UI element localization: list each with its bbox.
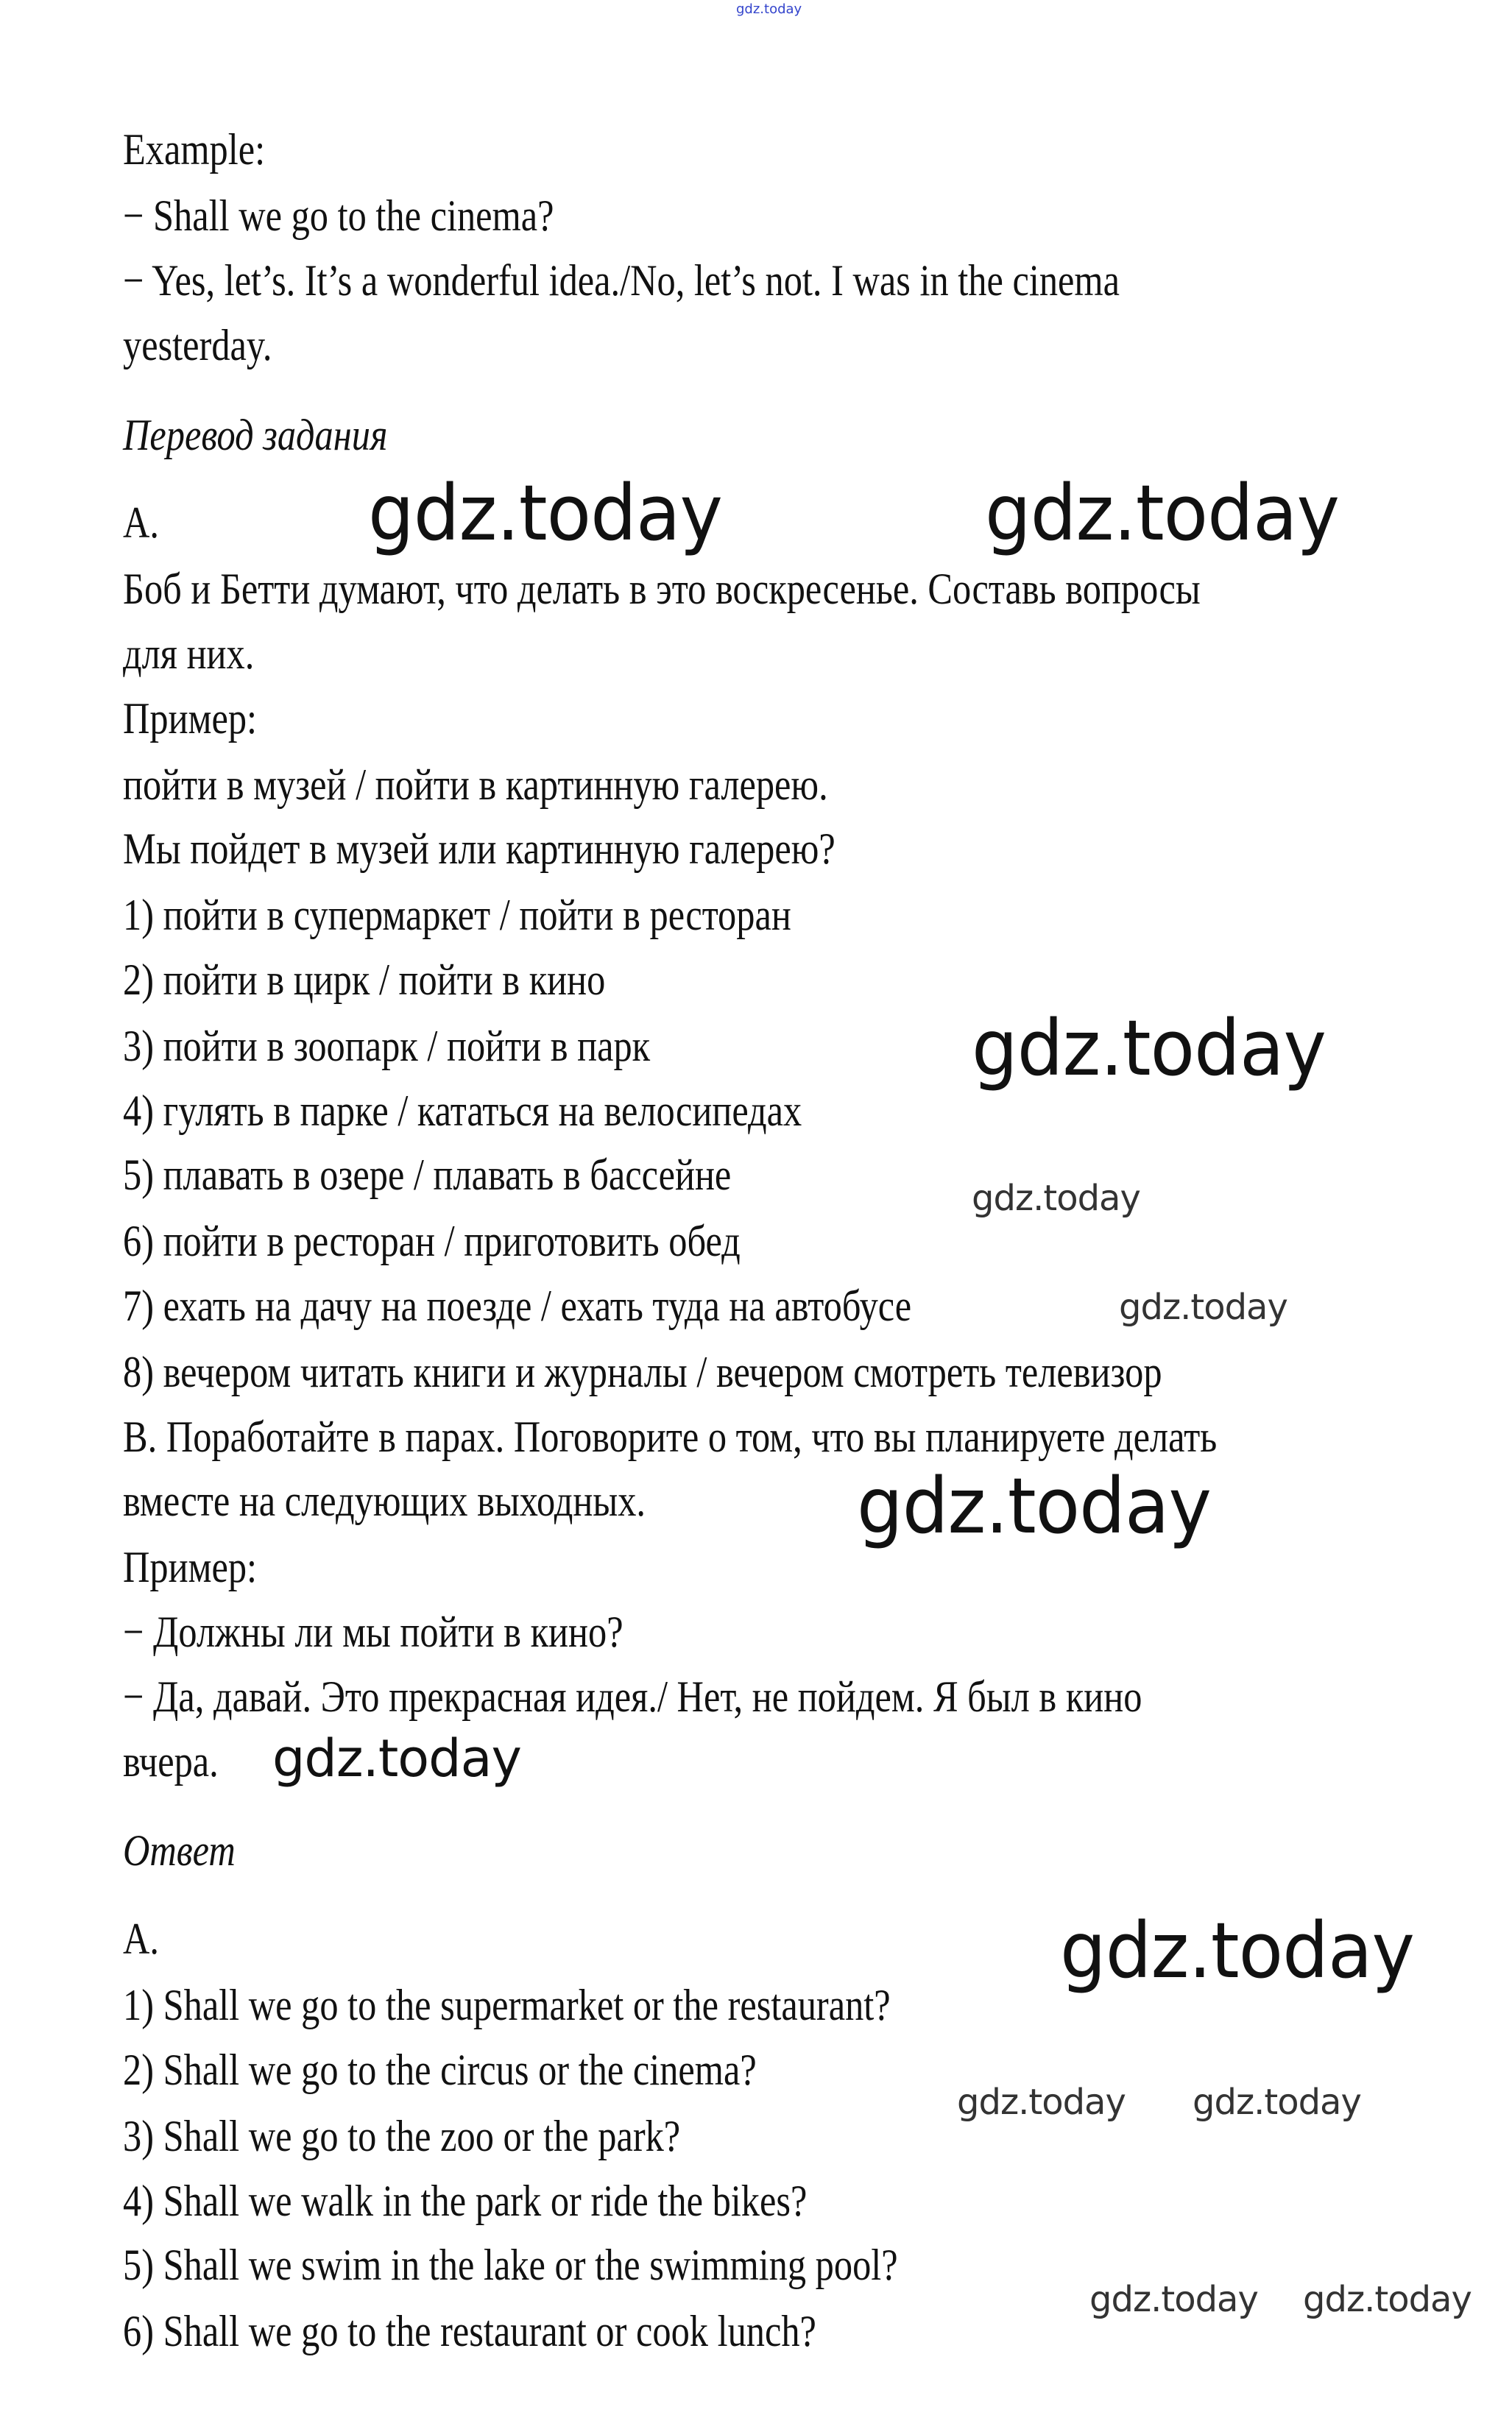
- section-heading: Ответ: [123, 1826, 236, 1875]
- text-line: 8) вечером читать книги и журналы / вечером смотреть телевизор: [123, 1348, 1162, 1396]
- text-line: A.: [123, 498, 160, 547]
- watermark: gdz.today: [857, 1461, 1212, 1551]
- text-line: Пример:: [123, 694, 258, 743]
- text-line: для них.: [123, 629, 255, 678]
- watermark: gdz.today: [985, 468, 1340, 558]
- watermark: gdz.today: [1193, 2082, 1361, 2123]
- watermark: gdz.today: [1119, 1287, 1287, 1328]
- text-line: 5) плавать в озере / плавать в бассейне: [123, 1150, 732, 1199]
- text-line: 5) Shall we swim in the lake or the swimming pool?: [123, 2241, 898, 2289]
- watermark: gdz.today: [957, 2082, 1126, 2123]
- text-line: Боб и Бетти думают, что делать в это воскресенье. Составь вопросы: [123, 565, 1201, 613]
- watermark: gdz.today: [972, 1178, 1140, 1219]
- text-line: Example:: [123, 125, 266, 174]
- text-line: 4) гулять в парке / кататься на велосипедах: [123, 1086, 802, 1135]
- text-line: вчера.: [123, 1737, 219, 1786]
- text-line: 3) Shall we go to the zoo or the park?: [123, 2112, 681, 2160]
- text-line: − Shall we go to the cinema?: [123, 191, 554, 240]
- text-line: 4) Shall we walk in the park or ride the bikes?: [123, 2177, 808, 2225]
- watermark: gdz.today: [272, 1728, 521, 1789]
- text-line: 7) ехать на дачу на поезде / ехать туда на автобусе: [123, 1282, 912, 1330]
- text-line: 1) Shall we go to the supermarket or the restaurant?: [123, 1981, 891, 2029]
- text-line: − Yes, let’s. It’s a wonderful idea./No, let’s not. I was in the cinema: [123, 256, 1120, 305]
- watermark: gdz.today: [972, 1003, 1326, 1093]
- text-line: 2) Shall we go to the circus or the cinema?: [123, 2046, 757, 2094]
- watermark: gdz.today: [1089, 2279, 1258, 2320]
- watermark-top: gdz.today: [736, 1, 802, 17]
- watermark: gdz.today: [1060, 1906, 1415, 1996]
- text-line: − Должны ли мы пойти в кино?: [123, 1608, 623, 1656]
- text-line: 3) пойти в зоопарк / пойти в парк: [123, 1022, 651, 1070]
- text-line: 1) пойти в супермаркет / пойти в ресторан: [123, 891, 791, 939]
- text-line: 2) пойти в цирк / пойти в кино: [123, 955, 606, 1004]
- text-line: Мы пойдет в музей или картинную галерею?: [123, 824, 836, 873]
- text-line: вместе на следующих выходных.: [123, 1477, 646, 1525]
- text-line: пойти в музей / пойти в картинную галерею.: [123, 760, 828, 809]
- section-heading: Перевод задания: [123, 411, 388, 459]
- text-line: − Да, давай. Это прекрасная идея./ Нет, не пойдем. Я был в кино: [123, 1672, 1142, 1721]
- watermark: gdz.today: [1303, 2279, 1472, 2320]
- text-line: yesterday.: [123, 321, 272, 370]
- text-line: Пример:: [123, 1543, 258, 1591]
- watermark: gdz.today: [368, 468, 723, 558]
- text-line: A.: [123, 1915, 160, 1963]
- text-line: B. Поработайте в парах. Поговорите о том, что вы планируете делать: [123, 1413, 1218, 1461]
- text-line: 6) пойти в ресторан / приготовить обед: [123, 1217, 741, 1265]
- text-line: 6) Shall we go to the restaurant or cook lunch?: [123, 2307, 816, 2355]
